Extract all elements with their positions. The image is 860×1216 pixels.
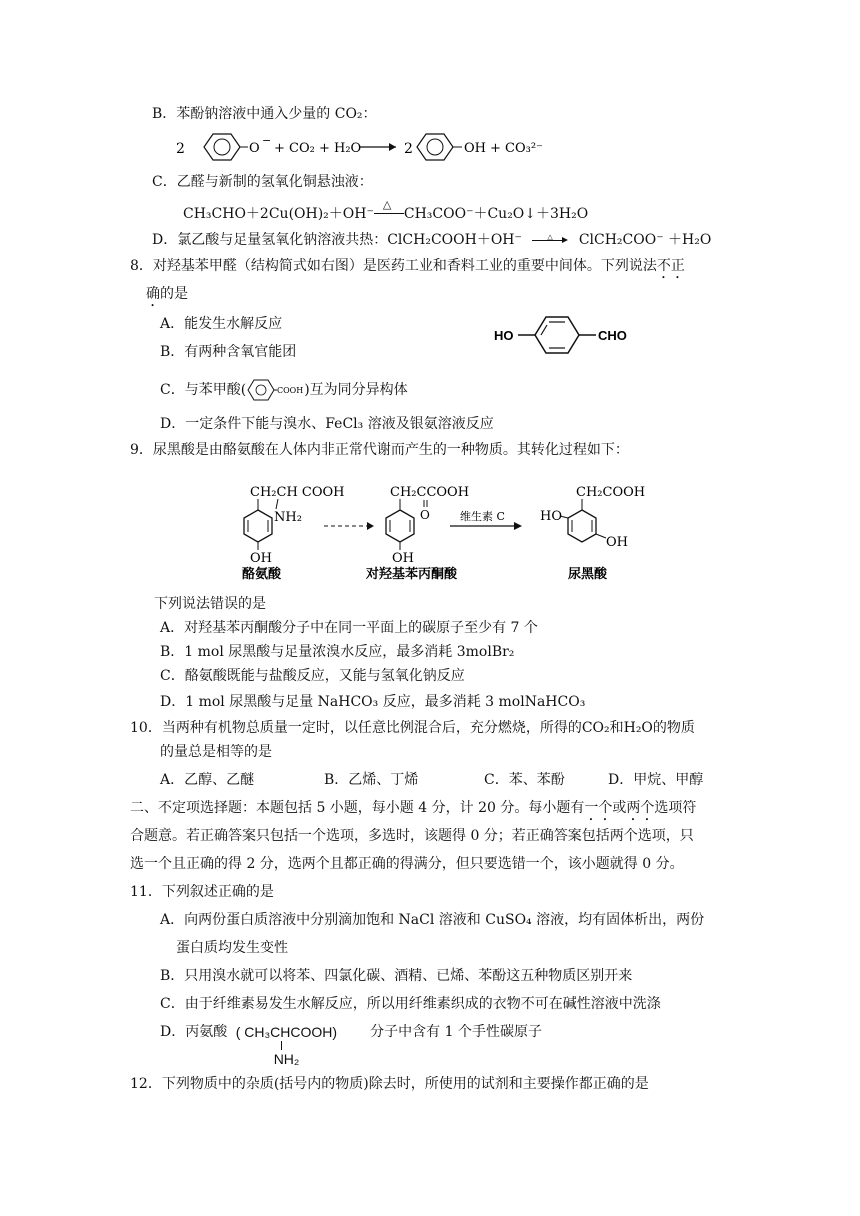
q8-stem-line1: 8．对羟基苯甲醛（结构简式如右图）是医药工业和香料工业的重要中间体。下列说法不正 (130, 258, 685, 274)
q7-b-left-group: O (249, 141, 260, 156)
emphasis-text: 两个 (626, 800, 655, 816)
q9-option-a: A．对羟基苯丙酮酸分子中在同一平面上的碳原子至少有 7 个 (160, 620, 538, 636)
q7-b-right-coef: 2 (404, 141, 413, 157)
q7-b-equation (170, 126, 590, 168)
q7-c-reactants: CH₃CHO＋2Cu(OH)₂＋OH⁻ (183, 206, 374, 222)
q7-option-d (152, 230, 711, 250)
q9-sub-stem: 下列说法错误的是 (154, 596, 266, 612)
q7-d-label: D．氯乙酸与足量氢氧化钠溶液共热：ClCH₂COOH＋OH⁻ (152, 232, 522, 248)
emphasis-text: 确 (146, 286, 160, 302)
q11-option-d: D．丙氨酸 ( CH₃CHCOOH) NH₂ 分子中含有 1 个手性碳原子 (160, 1024, 542, 1067)
q7-b-reactants: + CO₂ + H₂O (274, 141, 362, 156)
homogentisic-oh: OH (606, 535, 628, 550)
q7-b-products: + CO₃²⁻ (490, 141, 543, 156)
q8-stem-line2: 确的是 (146, 286, 188, 302)
q8-option-a: A．能发生水解反应 (160, 316, 283, 332)
benzene-ring-icon (204, 134, 240, 160)
homogentisic-chain: CH₂COOH (576, 485, 646, 500)
q8-structure-p-hydroxybenzaldehyde (490, 312, 640, 358)
q9-stem: 9．尿黑酸是由酪氨酸在人体内非正常代谢而产生的一种物质。其转化过程如下： (130, 442, 629, 458)
q11-stem: 11．下列叙述正确的是 (130, 884, 274, 900)
q11-option-a-line2: 蛋白质均发生变性 (176, 940, 288, 956)
q9-option-c: C．酪氨酸既能与盐酸反应，又能与氢氧化钠反应 (160, 668, 465, 684)
q10-option-d: D．甲烷、甲醇 (608, 772, 704, 788)
q11-option-c: C．由于纤维素易发生水解反应，所以用纤维素织成的衣物不可在碱性溶液中洗涤 (160, 996, 661, 1012)
alanine-main: ( CH₃CHCOOH) (235, 1024, 338, 1040)
section2-line1: 二、不定项选择题：本题包括 5 小题，每小题 4 分，计 20 分。每小题有一个或两个选项符 (130, 800, 697, 816)
tyrosine-oh: OH (250, 551, 272, 566)
emphasis-text: 一个 (584, 800, 613, 816)
q7-b-left-coef: 2 (176, 141, 185, 157)
q8-option-d: D．一定条件下能与溴水、FeCl₃ 溶液及银氨溶液反应 (160, 416, 494, 432)
q7-option-c-label: C．乙醛与新制的氢氧化铜悬浊液： (152, 174, 373, 190)
q7-c-equation (183, 198, 589, 224)
pyruvate-name: 对羟基苯丙酮酸 (366, 567, 458, 582)
tyrosine-chain: CH₂CH COOH (250, 485, 345, 500)
q7-b-left-charge: − (262, 134, 272, 147)
q8-struct-cho: CHO (598, 328, 627, 343)
q10-stem-line2: 的量总是相等的是 (160, 744, 272, 760)
vitamin-c-label: 维生素 C (460, 510, 505, 523)
heat-condition: △ (382, 198, 392, 211)
homogentisic-name: 尿黑酸 (568, 567, 608, 582)
reaction-arrow-icon (374, 198, 404, 221)
q11-option-a-line1: A．向两份蛋白质溶液中分别滴加饱和 NaCl 溶液和 CuSO₄ 溶液，均有固体析出，两份 (160, 912, 705, 928)
q12-stem: 12．下列物质中的杂质(括号内的物质)除去时，所使用的试剂和主要操作都正确的是 (130, 1076, 649, 1092)
q11-option-b: B．只用溴水就可以将苯、四氯化碳、酒精、已烯、苯酚这五种物质区别开来 (160, 968, 633, 984)
tyrosine-name: 酪氨酸 (242, 567, 282, 582)
q7-option-b-label: B．苯酚钠溶液中通入少量的 CO₂： (152, 106, 377, 122)
section2-line2: 合题意。若正确答案只包括一个选项，多选时，该题得 0 分；若正确答案包括两个选项，只 (130, 828, 694, 844)
q10-stem-line1: 10．当两种有机物总质量一定时，以任意比例混合后，充分燃烧，所得的CO₂和H₂O的物质 (130, 720, 695, 736)
q8-struct-ho: HO (494, 328, 514, 343)
heat-condition: △ (547, 233, 553, 241)
section2-line3: 选一个且正确的得 2 分，选两个且都正确的得满分，但只要选错一个，该小题就得 0 分。 (130, 856, 684, 872)
tyrosine-nh2: NH₂ (274, 510, 302, 525)
reaction-arrow-icon (532, 233, 568, 247)
q9-conversion-scheme (232, 476, 682, 584)
q10-option-b: B．乙烯、丁烯 (324, 772, 419, 788)
q10-option-c: C．苯、苯酚 (484, 772, 565, 788)
q9-option-d: D．1 mol 尿黑酸与足量 NaHCO₃ 反应，最多消耗 3 molNaHCO₃ (160, 694, 586, 710)
alanine-nh2: NH₂ (273, 1051, 300, 1067)
q8-option-b: B．有两种含氧官能团 (160, 344, 297, 360)
pyruvate-chain: CH₂CCOOH (390, 485, 470, 500)
alanine-formula (235, 1022, 362, 1067)
pyruvate-o: O (420, 508, 430, 522)
q9-option-b: B．1 mol 尿黑酸与足量浓溴水反应，最多消耗 3molBr₂ (160, 644, 515, 660)
benzoic-acid-icon (246, 378, 304, 402)
svg-text:COOH: COOH (277, 386, 304, 395)
homogentisic-ho: HO (540, 509, 562, 524)
q8-option-c: C．与苯甲酸( COOH )互为同分异构体 (160, 378, 408, 402)
benzene-ring-icon (417, 134, 453, 160)
q7-c-products: CH₃COO⁻＋Cu₂O↓＋3H₂O (403, 206, 589, 222)
q7-d-products: ClCH₂COO⁻ ＋H₂O (578, 232, 712, 248)
emphasis-text: 不正 (656, 258, 685, 274)
pyruvate-oh: OH (392, 551, 414, 566)
q7-b-right-group: OH (464, 141, 486, 156)
q10-option-a: A．乙醇、乙醚 (160, 772, 255, 788)
